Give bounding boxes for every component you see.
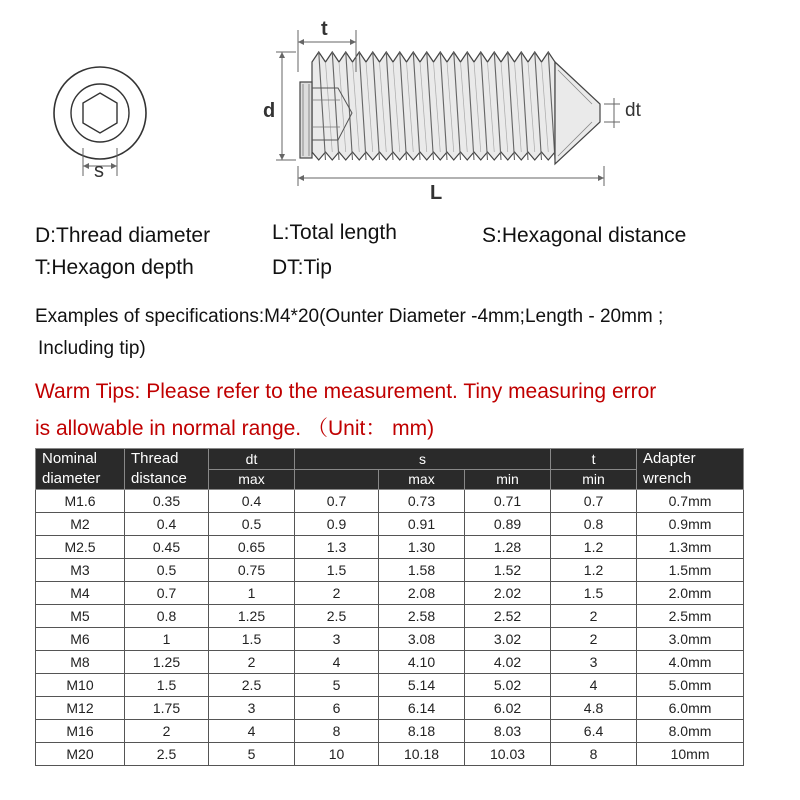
table-cell: 2.0mm bbox=[637, 582, 744, 605]
warning-line-1: Warm Tips: Please refer to the measurement. Tiny measuring error bbox=[35, 380, 657, 403]
table-cell: 0.35 bbox=[125, 490, 209, 513]
table-cell: 1.5 bbox=[551, 582, 637, 605]
header-s-max: max bbox=[379, 470, 465, 490]
dimension-label-t: t bbox=[321, 18, 328, 40]
example-spec-line-1: Examples of specifications:M4*20(Ounter Diameter -4mm;Length - 20mm ; bbox=[35, 306, 664, 327]
table-cell: 4.8 bbox=[551, 697, 637, 720]
header-dt-max: max bbox=[209, 470, 295, 490]
table-cell: 2.58 bbox=[379, 605, 465, 628]
header-t: t bbox=[551, 449, 637, 470]
table-cell: 0.9mm bbox=[637, 513, 744, 536]
table-cell: 0.4 bbox=[125, 513, 209, 536]
table-cell: 0.7 bbox=[125, 582, 209, 605]
table-cell: 6 bbox=[295, 697, 379, 720]
table-cell: 2 bbox=[295, 582, 379, 605]
table-cell: M10 bbox=[36, 674, 125, 697]
table-cell: 2 bbox=[125, 720, 209, 743]
table-cell: 1.75 bbox=[125, 697, 209, 720]
table-cell: 1.5 bbox=[209, 628, 295, 651]
header-s-blank bbox=[295, 470, 379, 490]
table-cell: 4 bbox=[209, 720, 295, 743]
table-cell: 6.14 bbox=[379, 697, 465, 720]
table-row bbox=[36, 697, 744, 720]
table-cell: M8 bbox=[36, 651, 125, 674]
table-cell: 8.03 bbox=[465, 720, 551, 743]
table-row bbox=[36, 743, 744, 766]
table-cell: 1 bbox=[209, 582, 295, 605]
table-cell: 0.5 bbox=[125, 559, 209, 582]
header-t-min: min bbox=[551, 470, 637, 490]
table-cell: 3 bbox=[551, 651, 637, 674]
table-cell: 2.08 bbox=[379, 582, 465, 605]
table-cell: 3.02 bbox=[465, 628, 551, 651]
table-cell: 4.10 bbox=[379, 651, 465, 674]
side-view bbox=[276, 30, 620, 186]
table-row bbox=[36, 582, 744, 605]
table-cell: 4 bbox=[551, 674, 637, 697]
table-cell: 2.5 bbox=[295, 605, 379, 628]
table-cell: M5 bbox=[36, 605, 125, 628]
table-cell: 1.5mm bbox=[637, 559, 744, 582]
legend-hexagonal-distance: S:Hexagonal distance bbox=[482, 224, 687, 247]
table-cell: 0.5 bbox=[209, 513, 295, 536]
table-cell: 3 bbox=[295, 628, 379, 651]
table-cell: 1.30 bbox=[379, 536, 465, 559]
table-cell: 3.08 bbox=[379, 628, 465, 651]
header-thread-distance: Thread distance bbox=[125, 449, 209, 490]
table-row bbox=[36, 651, 744, 674]
dimension-label-L: L bbox=[430, 182, 443, 204]
example-spec-line-2: Including tip) bbox=[38, 338, 146, 359]
table-cell: 5.14 bbox=[379, 674, 465, 697]
table-cell: 4.0mm bbox=[637, 651, 744, 674]
table-cell: 0.8 bbox=[551, 513, 637, 536]
table-cell: 4 bbox=[295, 651, 379, 674]
table-cell: M2.5 bbox=[36, 536, 125, 559]
table-row bbox=[36, 605, 744, 628]
table-cell: 0.65 bbox=[209, 536, 295, 559]
table-cell: 2 bbox=[551, 605, 637, 628]
table-cell: 0.91 bbox=[379, 513, 465, 536]
table-cell: 1.25 bbox=[209, 605, 295, 628]
legend-thread-diameter: D:Thread diameter bbox=[35, 224, 211, 247]
table-cell: 1.5 bbox=[295, 559, 379, 582]
table-cell: 8 bbox=[295, 720, 379, 743]
table-cell: 1.28 bbox=[465, 536, 551, 559]
table-cell: 10mm bbox=[637, 743, 744, 766]
header-dt: dt bbox=[209, 449, 295, 470]
table-cell: 5 bbox=[209, 743, 295, 766]
table-cell: 6.4 bbox=[551, 720, 637, 743]
table-cell: 10.03 bbox=[465, 743, 551, 766]
header-adapter-wrench: Adapter wrench bbox=[637, 449, 744, 490]
table-cell: 1.52 bbox=[465, 559, 551, 582]
table-cell: M6 bbox=[36, 628, 125, 651]
table-cell: 2.52 bbox=[465, 605, 551, 628]
table-cell: 1.25 bbox=[125, 651, 209, 674]
table-cell: 5 bbox=[295, 674, 379, 697]
header-nominal-diameter: Nominal diameter bbox=[36, 449, 125, 490]
table-row bbox=[36, 513, 744, 536]
table-cell: 1.3 bbox=[295, 536, 379, 559]
header-s: s bbox=[295, 449, 551, 470]
table-cell: 1.5 bbox=[125, 674, 209, 697]
warning-line-2: is allowable in normal range. （Unit： mm) bbox=[35, 417, 435, 440]
table-cell: 1.2 bbox=[551, 536, 637, 559]
dimension-label-d: d bbox=[263, 100, 276, 122]
table-cell: 1.3mm bbox=[637, 536, 744, 559]
legend-tip: DT:Tip bbox=[272, 256, 332, 279]
specification-table bbox=[35, 448, 744, 766]
table-cell: 0.9 bbox=[295, 513, 379, 536]
table-cell: 10.18 bbox=[379, 743, 465, 766]
table-cell: 6.02 bbox=[465, 697, 551, 720]
table-cell: M3 bbox=[36, 559, 125, 582]
table-cell: M16 bbox=[36, 720, 125, 743]
table-cell: 2.5mm bbox=[637, 605, 744, 628]
table-cell: 8 bbox=[551, 743, 637, 766]
table-cell: 0.7mm bbox=[637, 490, 744, 513]
table-cell: M1.6 bbox=[36, 490, 125, 513]
table-cell: 0.75 bbox=[209, 559, 295, 582]
table-cell: 0.73 bbox=[379, 490, 465, 513]
table-cell: 2.02 bbox=[465, 582, 551, 605]
table-row bbox=[36, 559, 744, 582]
table-cell: M4 bbox=[36, 582, 125, 605]
table-row bbox=[36, 628, 744, 651]
table-cell: 0.71 bbox=[465, 490, 551, 513]
table-cell: 0.4 bbox=[209, 490, 295, 513]
legend-hexagon-depth: T:Hexagon depth bbox=[35, 256, 194, 279]
table-cell: 3 bbox=[209, 697, 295, 720]
dimension-label-dt: dt bbox=[625, 100, 641, 121]
table-cell: 8.18 bbox=[379, 720, 465, 743]
table-cell: 1.58 bbox=[379, 559, 465, 582]
table-cell: 5.02 bbox=[465, 674, 551, 697]
table-cell: 10 bbox=[295, 743, 379, 766]
table-cell: 6.0mm bbox=[637, 697, 744, 720]
table-cell: 0.89 bbox=[465, 513, 551, 536]
table-row bbox=[36, 674, 744, 697]
table-cell: 0.8 bbox=[125, 605, 209, 628]
table-cell: 5.0mm bbox=[637, 674, 744, 697]
set-screw-drawing bbox=[0, 0, 800, 215]
table-row bbox=[36, 490, 744, 513]
header-s-min: min bbox=[465, 470, 551, 490]
table-cell: 0.7 bbox=[551, 490, 637, 513]
dimension-label-s: s bbox=[94, 160, 104, 182]
table-cell: 4.02 bbox=[465, 651, 551, 674]
table-row bbox=[36, 536, 744, 559]
table-cell: 2 bbox=[551, 628, 637, 651]
table-cell: 8.0mm bbox=[637, 720, 744, 743]
table-cell: 2.5 bbox=[125, 743, 209, 766]
table-cell: 1 bbox=[125, 628, 209, 651]
table-cell: 2 bbox=[209, 651, 295, 674]
legend-total-length: L:Total length bbox=[272, 221, 397, 244]
table-cell: 0.7 bbox=[295, 490, 379, 513]
table-cell: 0.45 bbox=[125, 536, 209, 559]
table-cell: 2.5 bbox=[209, 674, 295, 697]
table-cell: 3.0mm bbox=[637, 628, 744, 651]
table-cell: M2 bbox=[36, 513, 125, 536]
table-row bbox=[36, 720, 744, 743]
table-cell: M12 bbox=[36, 697, 125, 720]
table-cell: 1.2 bbox=[551, 559, 637, 582]
table-cell: M20 bbox=[36, 743, 125, 766]
